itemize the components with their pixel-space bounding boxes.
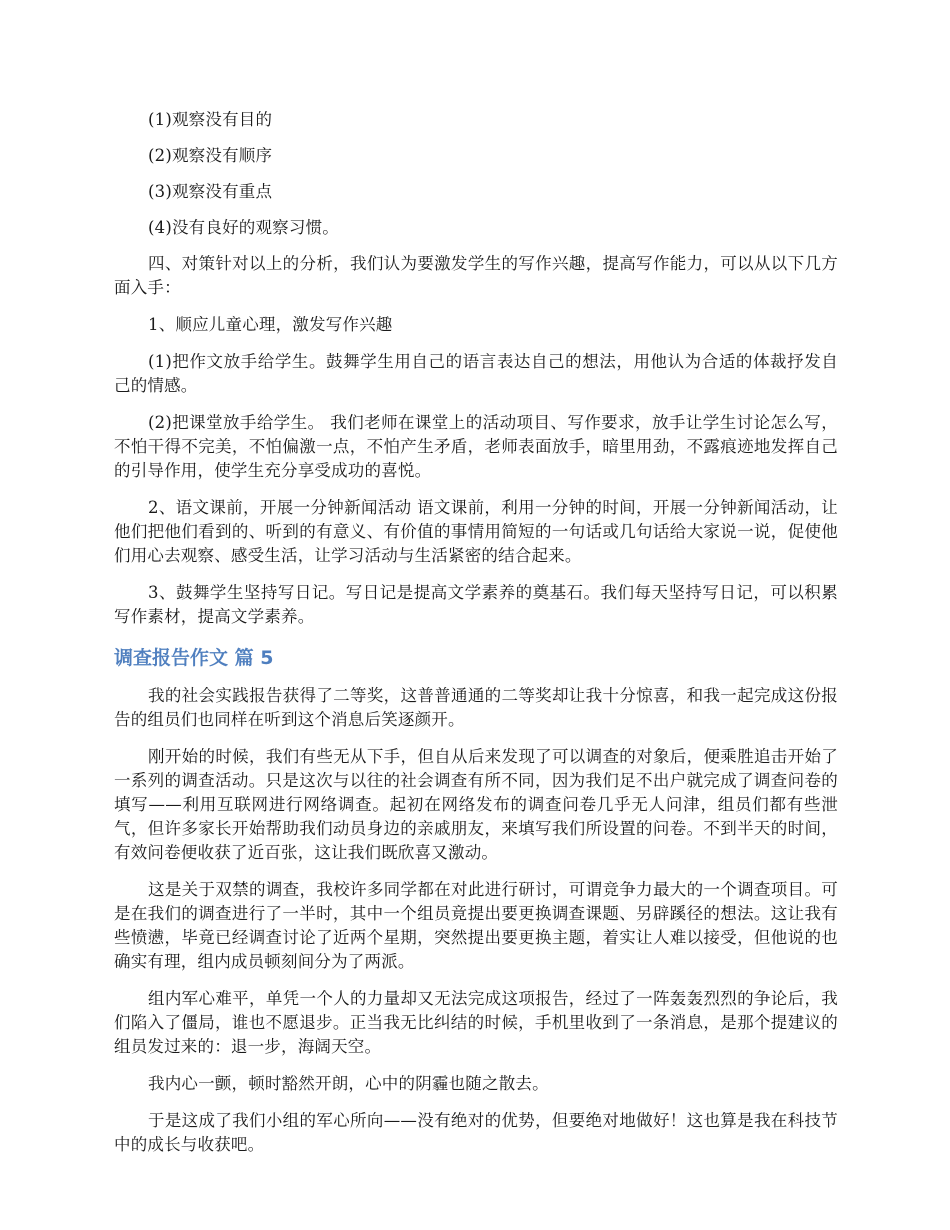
paragraph-point-1: 1、顺应儿童心理，激发写作兴趣 <box>148 315 393 334</box>
paragraph-subpoint-2: (2)把课堂放手给学生。 我们老师在课堂上的活动项目、写作要求，放手让学生讨论怎么写，不怕干得不完美，不怕偏激一点，不怕产生矛盾，老师表面放手，暗里用劲，不露痕迹地发挥自己的引导作用，使学生充分享受成功的喜悦。 <box>114 413 838 480</box>
list-item-observation-2: (2)观察没有顺序 <box>148 146 273 165</box>
paragraph-essay-3: 这是关于双禁的调查，我校许多同学都在对此进行研讨，可谓竞争力最大的一个调查项目。可是在我们的调查进行了一半时，其中一个组员竟提出要更换调查课题、另辟蹊径的想法。这让我有些愤懑，毕竟已经调查讨论了近两个星期，突然提出要更换主题，着实让人难以接受，但他说的也确实有理，组内成员顿刻间分为了两派。 <box>114 880 838 971</box>
paragraph-subpoint-1: (1)把作文放手给学生。鼓舞学生用自己的语言表达自己的想法，用他认为合适的体裁抒发自己的情感。 <box>114 352 838 395</box>
paragraph-point-3: 3、鼓舞学生坚持写日记。写日记是提高文学素养的奠基石。我们每天坚持写日记，可以积累写作素材，提高文学素养。 <box>114 583 838 626</box>
paragraph-essay-2: 刚开始的时候，我们有些无从下手，但自从后来发现了可以调查的对象后，便乘胜追击开始了一系列的调查活动。只是这次与以往的社会调查有所不同，因为我们足不出户就完成了调查问卷的填写——利用互联网进行网络调查。起初在网络发布的调查问卷几乎无人问津，组员们都有些泄气，但许多家长开始帮助我们动员身边的亲戚朋友，来填写我们所设置的问卷。不到半天的时间，有效问卷便收获了近百张，这让我们既欣喜又激动。 <box>114 747 838 862</box>
paragraph-countermeasures: 四、对策针对以上的分析，我们认为要激发学生的写作兴趣，提高写作能力，可以从以下几方面入手： <box>114 254 838 297</box>
list-item-observation-4: (4)没有良好的观察习惯。 <box>148 218 339 237</box>
paragraph-essay-1: 我的社会实践报告获得了二等奖，这普普通通的二等奖却让我十分惊喜，和我一起完成这份报告的组员们也同样在听到这个消息后笑逐颜开。 <box>114 686 838 729</box>
list-item-observation-3: (3)观察没有重点 <box>148 182 273 201</box>
section-title: 调查报告作文 篇 5 <box>114 647 274 669</box>
paragraph-essay-5: 我内心一颤，顿时豁然开朗，心中的阴霾也随之散去。 <box>148 1074 549 1093</box>
paragraph-point-2: 2、语文课前，开展一分钟新闻活动 语文课前，利用一分钟的时间，开展一分钟新闻活动，让他们把他们看到的、听到的有意义、有价值的事情用简短的一句话或几句话给大家说一说，促使他们用心去观察、感受生活，让学习活动与生活紧密的结合起来。 <box>114 498 838 565</box>
paragraph-essay-6: 于是这成了我们小组的军心所向——没有绝对的优势，但要绝对地做好！这也算是我在科技节中的成长与收获吧。 <box>114 1111 838 1154</box>
paragraph-essay-4: 组内军心难平，单凭一个人的力量却又无法完成这项报告，经过了一阵轰轰烈烈的争论后，我们陷入了僵局，谁也不愿退步。正当我无比纠结的时候，手机里收到了一条消息，是那个提建议的组员发过来的：退一步，海阔天空。 <box>114 989 838 1056</box>
list-item-observation-1: (1)观察没有目的 <box>148 110 273 129</box>
